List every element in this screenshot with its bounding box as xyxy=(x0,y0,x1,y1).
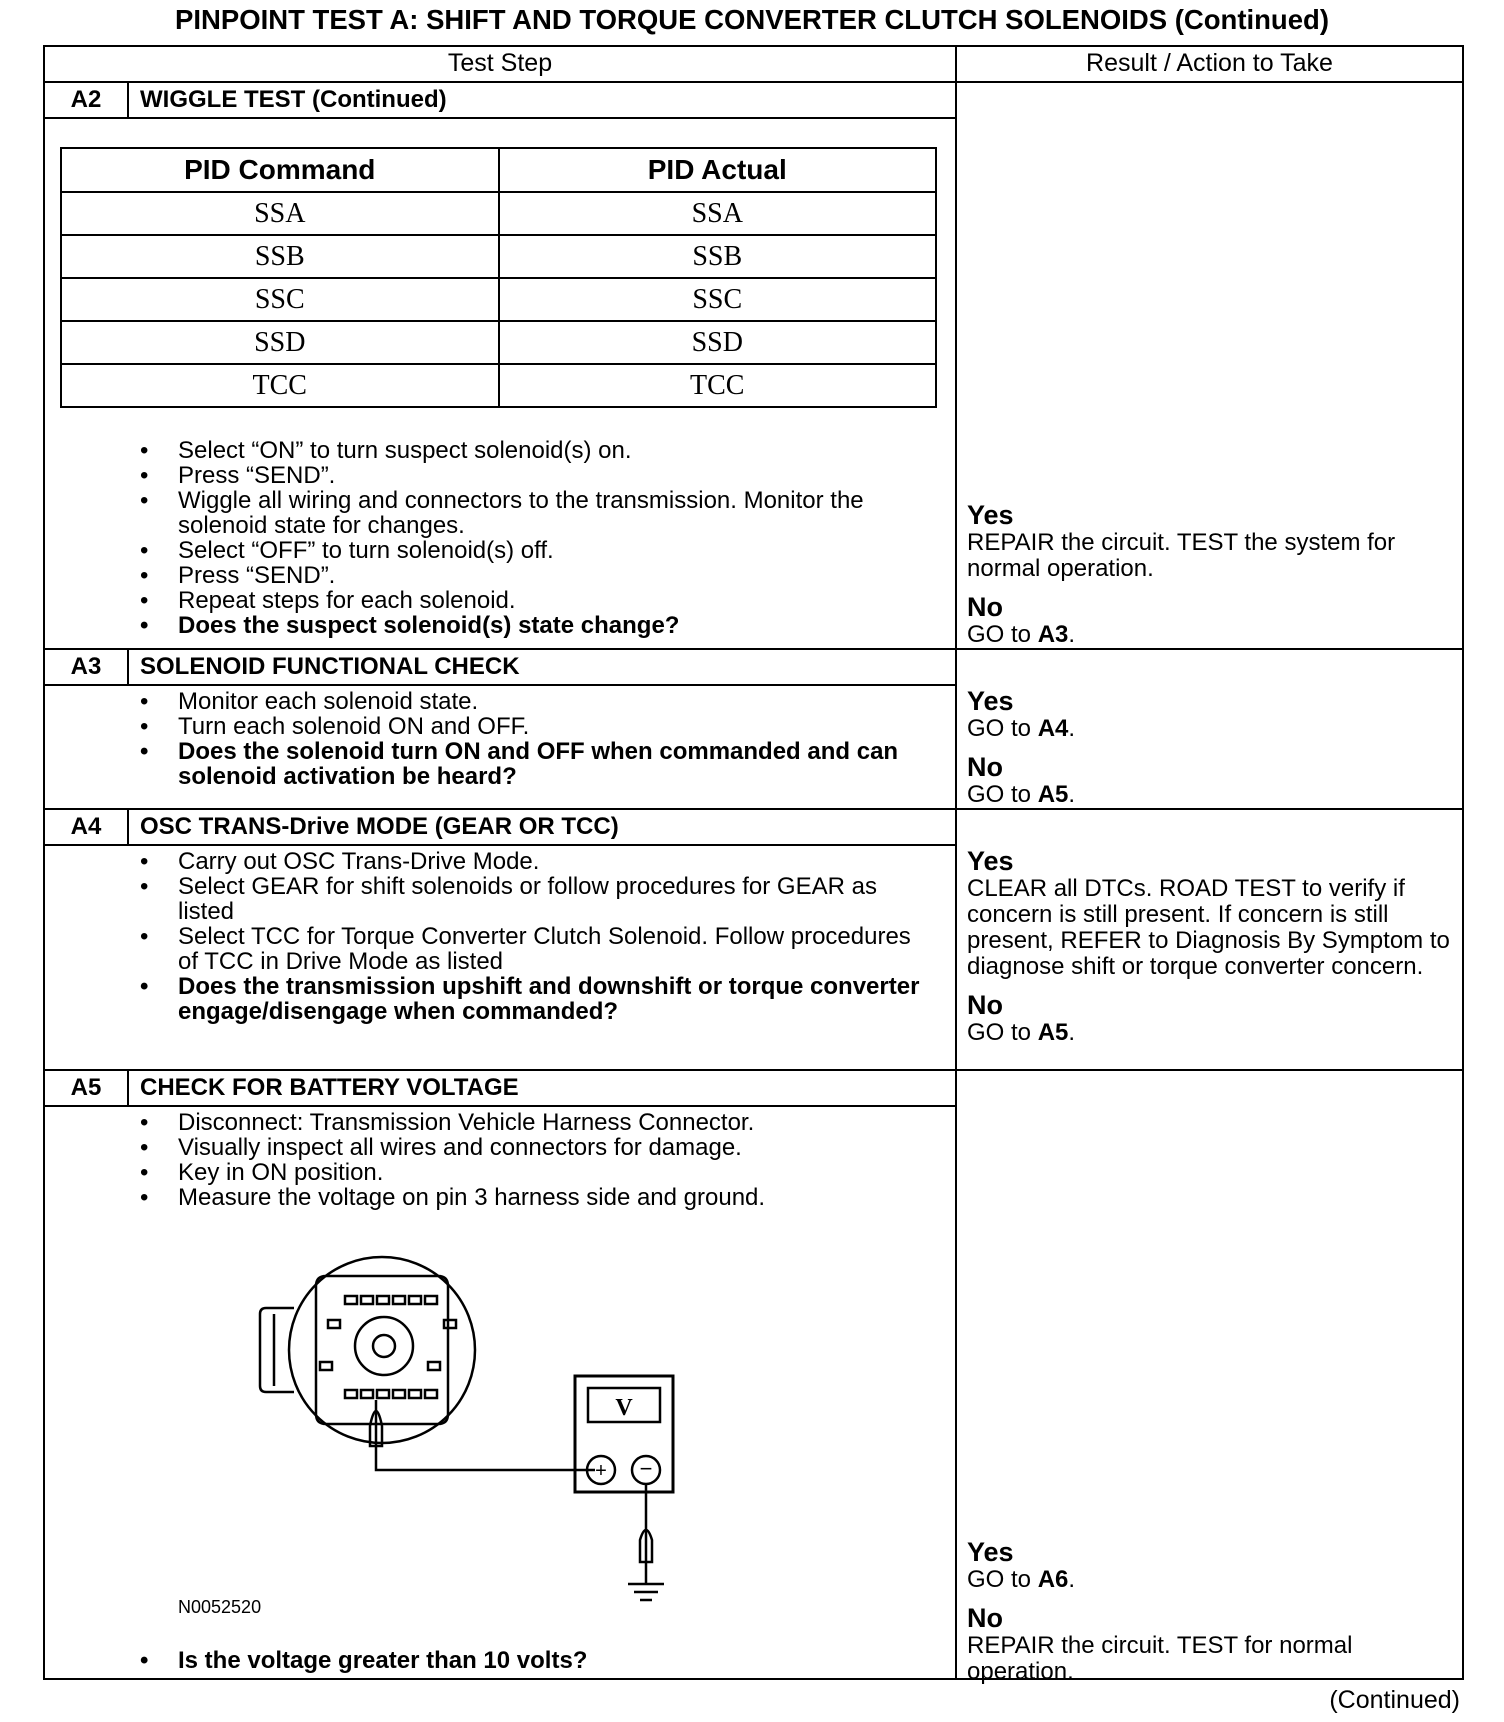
pid-command-cell: SSA xyxy=(61,192,499,235)
table-row xyxy=(61,364,936,407)
step-title-a2: WIGGLE TEST (Continued) xyxy=(140,86,447,113)
yes-label: Yes xyxy=(967,846,1014,876)
a2-result xyxy=(967,500,1457,648)
list-item: • Press “SEND”. xyxy=(140,563,940,588)
step-id-a2: A2 xyxy=(70,86,102,113)
list-item: • Monitor each solenoid state. xyxy=(140,689,940,714)
list-item: • Disconnect: Transmission Vehicle Harness Connector. xyxy=(140,1110,940,1135)
pid-actual-cell: SSC xyxy=(499,278,937,321)
no-label: No xyxy=(967,752,1003,782)
a3-result xyxy=(967,686,1457,808)
no-text: GO to A5. xyxy=(967,1019,1076,1046)
step-title-a4: OSC TRANS-Drive MODE (GEAR OR TCC) xyxy=(140,813,619,840)
list-item-question: • Does the suspect solenoid(s) state change? xyxy=(140,613,940,638)
connector-face xyxy=(316,1276,448,1424)
list-item-question: • Does the transmission upshift and downshift or torque converter engage/disengage when commanded? xyxy=(140,974,920,1024)
list-item: • Select “OFF” to turn solenoid(s) off. xyxy=(140,538,940,563)
pid-actual-cell: SSD xyxy=(499,321,937,364)
list-item-question: • Is the voltage greater than 10 volts? xyxy=(140,1648,940,1673)
pid-actual-cell: SSA xyxy=(499,192,937,235)
pid-command-cell: SSC xyxy=(61,278,499,321)
step-id-a3: A3 xyxy=(70,653,102,680)
list-item: • Repeat steps for each solenoid. xyxy=(140,588,940,613)
column-header-test-step: Test Step xyxy=(447,49,553,77)
no-text: REPAIR the circuit. TEST for normal operation. xyxy=(967,1632,1353,1685)
list-item: • Visually inspect all wires and connectors for damage. xyxy=(140,1135,940,1160)
plus-icon: + xyxy=(595,1460,607,1482)
meter-label: V xyxy=(615,1395,633,1421)
list-item: • Select GEAR for shift solenoids or follow procedures for GEAR as listed xyxy=(140,874,920,924)
minus-icon: − xyxy=(639,1456,653,1481)
yes-label: Yes xyxy=(967,686,1014,716)
pid-actual-header: PID Actual xyxy=(499,148,937,192)
a4-bullet-list xyxy=(140,849,920,1024)
pid-actual-cell: TCC xyxy=(499,364,937,407)
table-row xyxy=(61,192,936,235)
probe-lead xyxy=(376,1400,595,1470)
no-text: GO to A3. xyxy=(967,621,1076,648)
a5-bullet-list xyxy=(140,1110,940,1210)
pid-table xyxy=(60,147,937,408)
no-label: No xyxy=(967,592,1003,622)
yes-text: GO to A4. xyxy=(967,715,1076,742)
yes-label: Yes xyxy=(967,1537,1014,1567)
no-text: GO to A5. xyxy=(967,781,1076,808)
step-title-a5: CHECK FOR BATTERY VOLTAGE xyxy=(140,1074,519,1101)
list-item: • Press “SEND”. xyxy=(140,463,940,488)
yes-text: REPAIR the circuit. TEST the system for normal operation. xyxy=(967,529,1396,582)
table-row xyxy=(61,321,936,364)
pid-command-cell: SSD xyxy=(61,321,499,364)
connector-key xyxy=(355,1317,413,1375)
list-item: • Turn each solenoid ON and OFF. xyxy=(140,714,940,739)
list-item: • Wiggle all wiring and connectors to the transmission. Monitor the solenoid state for changes. xyxy=(140,488,940,538)
list-item-question: • Does the solenoid turn ON and OFF when commanded and can solenoid activation be heard? xyxy=(140,739,940,789)
pid-command-header: PID Command xyxy=(61,148,499,192)
pid-actual-cell: SSB xyxy=(499,235,937,278)
step-id-a4: A4 xyxy=(70,813,102,840)
a5-result xyxy=(967,1537,1457,1685)
figure-id: N0052520 xyxy=(178,1597,262,1617)
list-item: • Select TCC for Torque Converter Clutch Solenoid. Follow procedures of TCC in Drive Mode as listed xyxy=(140,924,920,974)
yes-label: Yes xyxy=(967,500,1014,530)
yes-text: CLEAR all DTCs. ROAD TEST to verify if concern is still present. If concern is still present, REFER to Diagnosis By Symptom to diagnose shift or torque converter concern. xyxy=(967,875,1450,980)
list-item: • Measure the voltage on pin 3 harness side and ground. xyxy=(140,1185,940,1210)
yes-text: GO to A6. xyxy=(967,1566,1076,1593)
voltage-measurement-diagram xyxy=(250,1250,700,1610)
no-label: No xyxy=(967,1603,1003,1633)
page-title: PINPOINT TEST A: SHIFT AND TORQUE CONVERTER CLUTCH SOLENOIDS (Continued) xyxy=(175,4,1329,35)
pid-command-cell: SSB xyxy=(61,235,499,278)
table-row xyxy=(61,278,936,321)
list-item: • Select “ON” to turn suspect solenoid(s) on. xyxy=(140,438,940,463)
no-label: No xyxy=(967,990,1003,1020)
ground-icon xyxy=(628,1584,664,1600)
step-title-a3: SOLENOID FUNCTIONAL CHECK xyxy=(140,653,520,680)
list-item: • Key in ON position. xyxy=(140,1160,940,1185)
list-item: • Carry out OSC Trans-Drive Mode. xyxy=(140,849,920,874)
a2-bullet-list xyxy=(140,438,940,638)
table-row xyxy=(61,235,936,278)
a5-question-list xyxy=(140,1648,940,1673)
column-header-result: Result / Action to Take xyxy=(1086,49,1333,77)
a4-result xyxy=(967,846,1459,1046)
a3-bullet-list xyxy=(140,689,940,789)
continued-label: (Continued) xyxy=(1329,1686,1460,1714)
pid-command-cell: TCC xyxy=(61,364,499,407)
step-id-a5: A5 xyxy=(70,1074,102,1101)
